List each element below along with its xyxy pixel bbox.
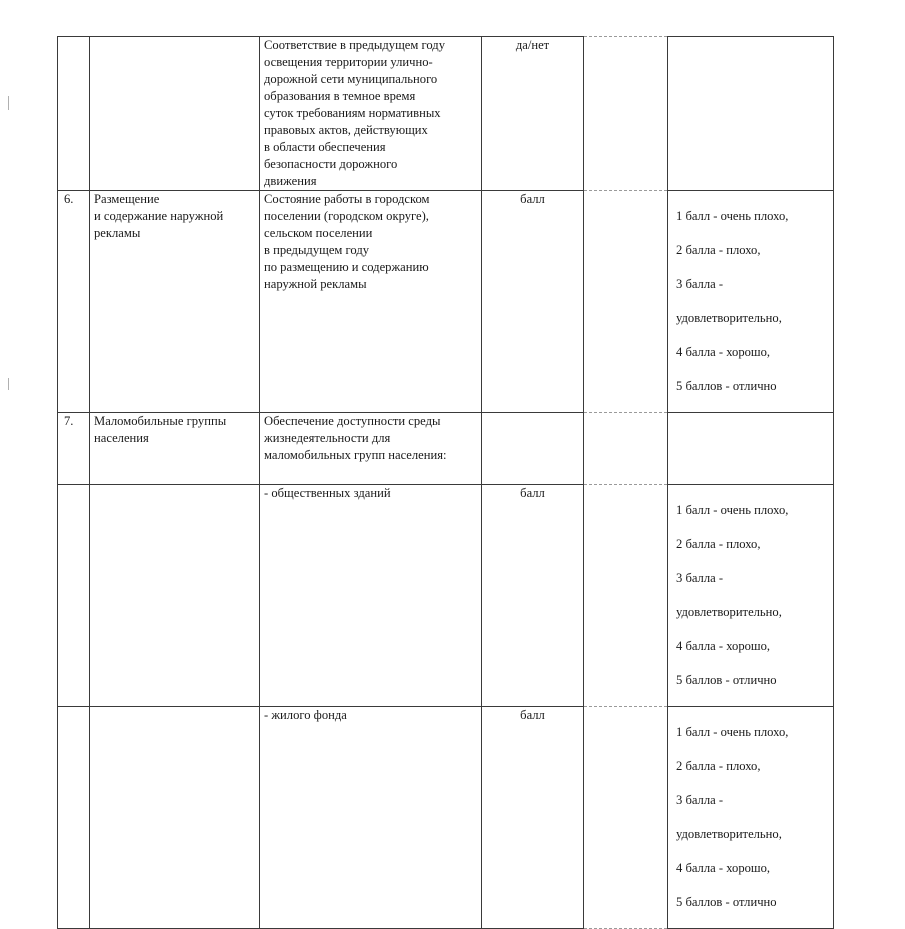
row-indicator: Соответствие в предыдущем году освещения территории улично- дорожной сети муниципального образования в темное время суток требованиям нормативных правовых актов, действующих в области обеспечения безопасности дорожного движения <box>260 37 482 191</box>
scale-line: 5 баллов - отлично <box>676 673 777 687</box>
row-value <box>584 707 668 929</box>
scale-line: 1 балл - очень плохо, <box>676 725 789 739</box>
row-number <box>58 707 90 929</box>
table-row <box>58 37 834 191</box>
row-unit: балл <box>482 485 584 707</box>
row-value <box>584 191 668 413</box>
row-name <box>90 485 260 707</box>
table-row <box>58 191 834 413</box>
row-unit: балл <box>482 191 584 413</box>
scale-line: удовлетворительно, <box>676 605 782 619</box>
row-value <box>584 413 668 485</box>
scale-line: 4 балла - хорошо, <box>676 345 771 359</box>
table-row <box>58 413 834 485</box>
row-value <box>584 37 668 191</box>
scale-line: 1 балл - очень плохо, <box>676 503 789 517</box>
row-indicator: Состояние работы в городском поселении (городском округе), сельском поселении в предыдущем году по размещению и содержанию наружной рекламы <box>260 191 482 413</box>
criteria-table <box>57 36 834 929</box>
scale-line: 3 балла - <box>676 793 724 807</box>
row-unit: да/нет <box>482 37 584 191</box>
row-indicator: - общественных зданий <box>260 485 482 707</box>
row-indicator: Обеспечение доступности среды жизнедеятельности для маломобильных групп населения: <box>260 413 482 485</box>
scan-artifact-line <box>8 96 9 110</box>
row-number: 6. <box>58 191 90 413</box>
row-number <box>58 37 90 191</box>
row-name <box>90 37 260 191</box>
scale-line: 2 балла - плохо, <box>676 243 761 257</box>
scale-line: удовлетворительно, <box>676 827 782 841</box>
row-scale <box>668 707 834 929</box>
row-scale <box>668 191 834 413</box>
scale-line: удовлетворительно, <box>676 311 782 325</box>
scale-line: 3 балла - <box>676 571 724 585</box>
table-row <box>58 485 834 707</box>
scale-line: 4 балла - хорошо, <box>676 861 771 875</box>
scale-line: 4 балла - хорошо, <box>676 639 771 653</box>
scale-line: 2 балла - плохо, <box>676 759 761 773</box>
scale-line: 3 балла - <box>676 277 724 291</box>
row-name <box>90 707 260 929</box>
row-scale <box>668 485 834 707</box>
row-number: 7. <box>58 413 90 485</box>
scale-line: 5 баллов - отлично <box>676 895 777 909</box>
scan-artifact-line <box>8 378 9 390</box>
table-row <box>58 707 834 929</box>
row-value <box>584 485 668 707</box>
row-name: Размещение и содержание наружной рекламы <box>90 191 260 413</box>
row-unit: балл <box>482 707 584 929</box>
scale-line: 2 балла - плохо, <box>676 537 761 551</box>
scale-line: 5 баллов - отлично <box>676 379 777 393</box>
row-scale <box>668 37 834 191</box>
row-unit <box>482 413 584 485</box>
row-number <box>58 485 90 707</box>
row-scale <box>668 413 834 485</box>
row-indicator: - жилого фонда <box>260 707 482 929</box>
row-name: Маломобильные группы населения <box>90 413 260 485</box>
scale-line: 1 балл - очень плохо, <box>676 209 789 223</box>
